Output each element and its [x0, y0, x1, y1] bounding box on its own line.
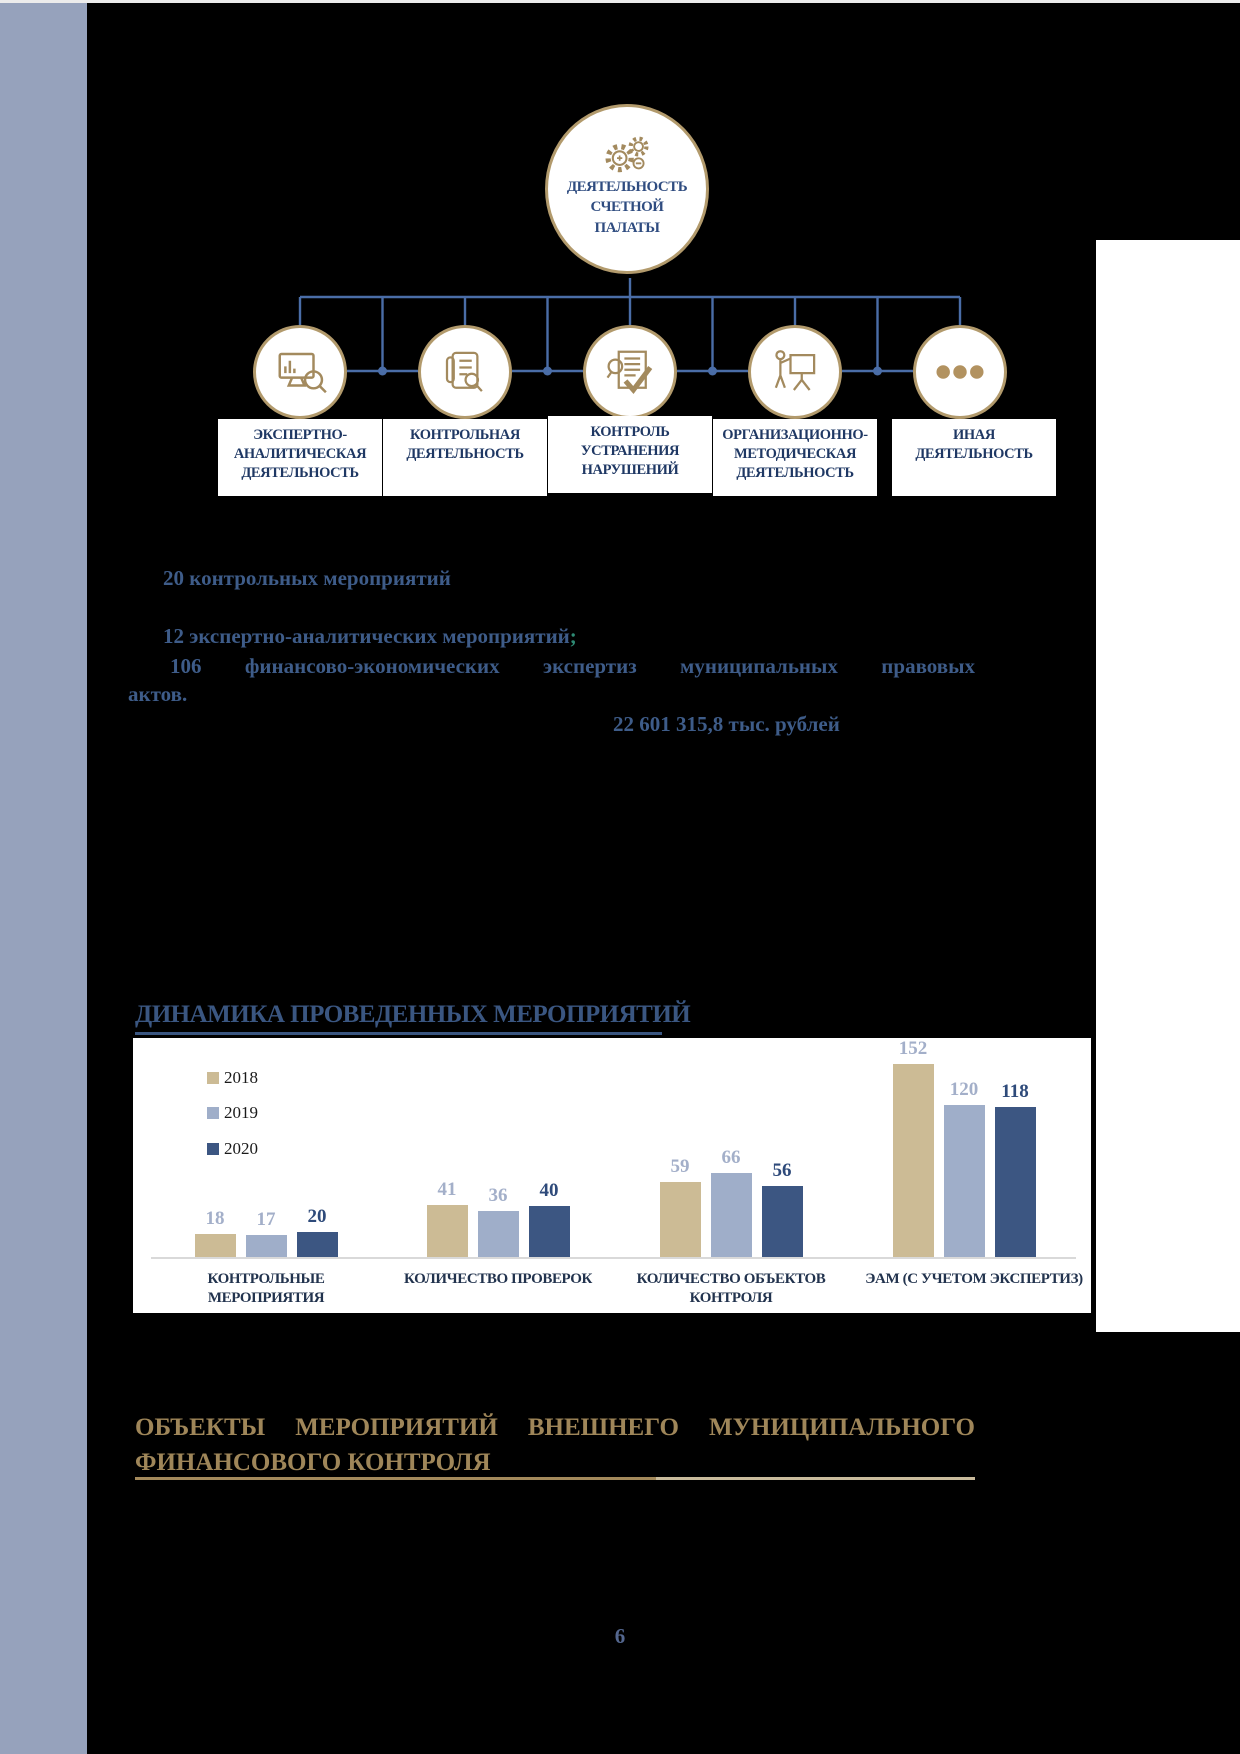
bar-value-label: 41 — [437, 1179, 457, 1200]
legend-item-2018 — [207, 1068, 258, 1088]
node-label-other-activity: ИНАЯ ДЕЯТЕЛЬНОСТЬ — [892, 419, 1056, 496]
node-label-violation-elimination-control: КОНТРОЛЬ УСТРАНЕНИЯ НАРУШЕНИЙ — [548, 416, 712, 493]
bar-2020-group4 — [995, 1107, 1036, 1257]
bar-value-label: 17 — [256, 1209, 276, 1230]
node-circle-expert-analytical — [253, 325, 347, 419]
scroll-document-magnifier-icon — [438, 345, 492, 399]
bar-value-label: 120 — [949, 1079, 979, 1100]
legend-label-2018: 2018 — [224, 1068, 258, 1087]
node-circle-organizational-methodical — [748, 325, 842, 419]
bar-2018-group4 — [893, 1064, 934, 1257]
bar-2020-group2 — [529, 1206, 570, 1257]
legend-label-2019: 2019 — [224, 1103, 258, 1122]
chart-title: ДИНАМИКА ПРОВЕДЕННЫХ МЕРОПРИЯТИЙ — [135, 1001, 691, 1028]
legend-swatch-2018 — [207, 1072, 219, 1084]
node-label-expert-analytical: ЭКСПЕРТНО- АНАЛИТИЧЕСКАЯ ДЕЯТЕЛЬНОСТЬ — [218, 419, 382, 496]
node-label-control-activity: КОНТРОЛЬНАЯ ДЕЯТЕЛЬНОСТЬ — [383, 419, 547, 496]
gears-icon — [601, 135, 653, 177]
bar-2018-group1 — [195, 1234, 236, 1257]
presenter-board-icon — [768, 345, 822, 399]
node-circle-violation-elimination-control — [583, 325, 677, 419]
bar-value-label: 118 — [1001, 1081, 1029, 1102]
text-total-amount-rubles: 22 601 315,8 тыс. рублей — [613, 712, 840, 736]
text-control-events-count: 20 контрольных мероприятий — [163, 566, 451, 590]
bar-chart-panel — [133, 1038, 1091, 1313]
page-number: 6 — [614, 1624, 626, 1648]
text-acts-continuation: актов. — [128, 682, 188, 706]
bar-2019-group2 — [478, 1211, 519, 1257]
bar-2018-group2 — [427, 1205, 468, 1257]
bar-value-label: 40 — [539, 1180, 559, 1201]
category-label-control-events: КОНТРОЛЬНЫЕ МЕРОПРИЯТИЯ — [207, 1271, 325, 1306]
node-circle-control-activity — [418, 325, 512, 419]
bar-value-label: 36 — [488, 1185, 508, 1206]
text-financial-expertise-count: 106 финансово-экономических экспертиз муниципальных правовых — [170, 654, 975, 678]
legend-label-2020: 2020 — [224, 1139, 258, 1158]
bar-2019-group3 — [711, 1173, 752, 1257]
monitor-chart-magnifier-icon — [273, 345, 327, 399]
bar-2020-group3 — [762, 1186, 803, 1257]
bar-2019-group1 — [246, 1235, 287, 1257]
bar-value-label: 66 — [721, 1147, 741, 1168]
chart-title-underline — [135, 1032, 662, 1035]
legend-item-2020 — [207, 1139, 258, 1159]
root-node-activity-of-accounts-chamber — [545, 104, 709, 274]
category-label-control-objects-count: КОЛИЧЕСТВО ОБЪЕКТОВ КОНТРОЛЯ — [636, 1271, 826, 1306]
semicolon-accent: ; — [569, 624, 577, 648]
bar-2018-group3 — [660, 1182, 701, 1257]
category-label-eam-with-expertise: ЭАМ (С УЧЕТОМ ЭКСПЕРТИЗ) — [865, 1271, 1083, 1287]
bar-value-label: 56 — [772, 1160, 792, 1181]
bar-2019-group4 — [944, 1105, 985, 1257]
bar-value-label: 20 — [307, 1206, 327, 1227]
bar-value-label: 152 — [898, 1038, 928, 1059]
x-axis-line — [151, 1257, 1076, 1259]
text-expert-analytical-events-count: 12 экспертно-аналитических мероприятий; — [163, 624, 577, 648]
bar-value-label: 59 — [670, 1156, 690, 1177]
bar-value-label: 18 — [205, 1208, 225, 1229]
legend-item-2019 — [207, 1103, 258, 1123]
bar-2020-group1 — [297, 1232, 338, 1257]
category-label-inspections-count: КОЛИЧЕСТВО ПРОВЕРОК — [404, 1271, 592, 1287]
node-label-organizational-methodical: ОРГАНИЗАЦИОННО- МЕТОДИЧЕСКАЯ ДЕЯТЕЛЬНОСТЬ — [713, 419, 877, 496]
node-circle-other-activity — [913, 325, 1007, 419]
section-heading-underline — [135, 1477, 975, 1480]
document-checkmark-magnifier-icon — [603, 345, 657, 399]
section-heading-line2: ФИНАНСОВОГО КОНТРОЛЯ — [135, 1449, 491, 1476]
root-node-title: ДЕЯТЕЛЬНОСТЬ СЧЕТНОЙ ПАЛАТЫ — [566, 179, 688, 236]
section-heading-line1: ОБЪЕКТЫ МЕРОПРИЯТИЙ ВНЕШНЕГО МУНИЦИПАЛЬНОГО — [135, 1414, 975, 1441]
legend-swatch-2019 — [207, 1107, 219, 1119]
legend-swatch-2020 — [207, 1143, 219, 1155]
ellipsis-dots-icon — [931, 348, 989, 396]
